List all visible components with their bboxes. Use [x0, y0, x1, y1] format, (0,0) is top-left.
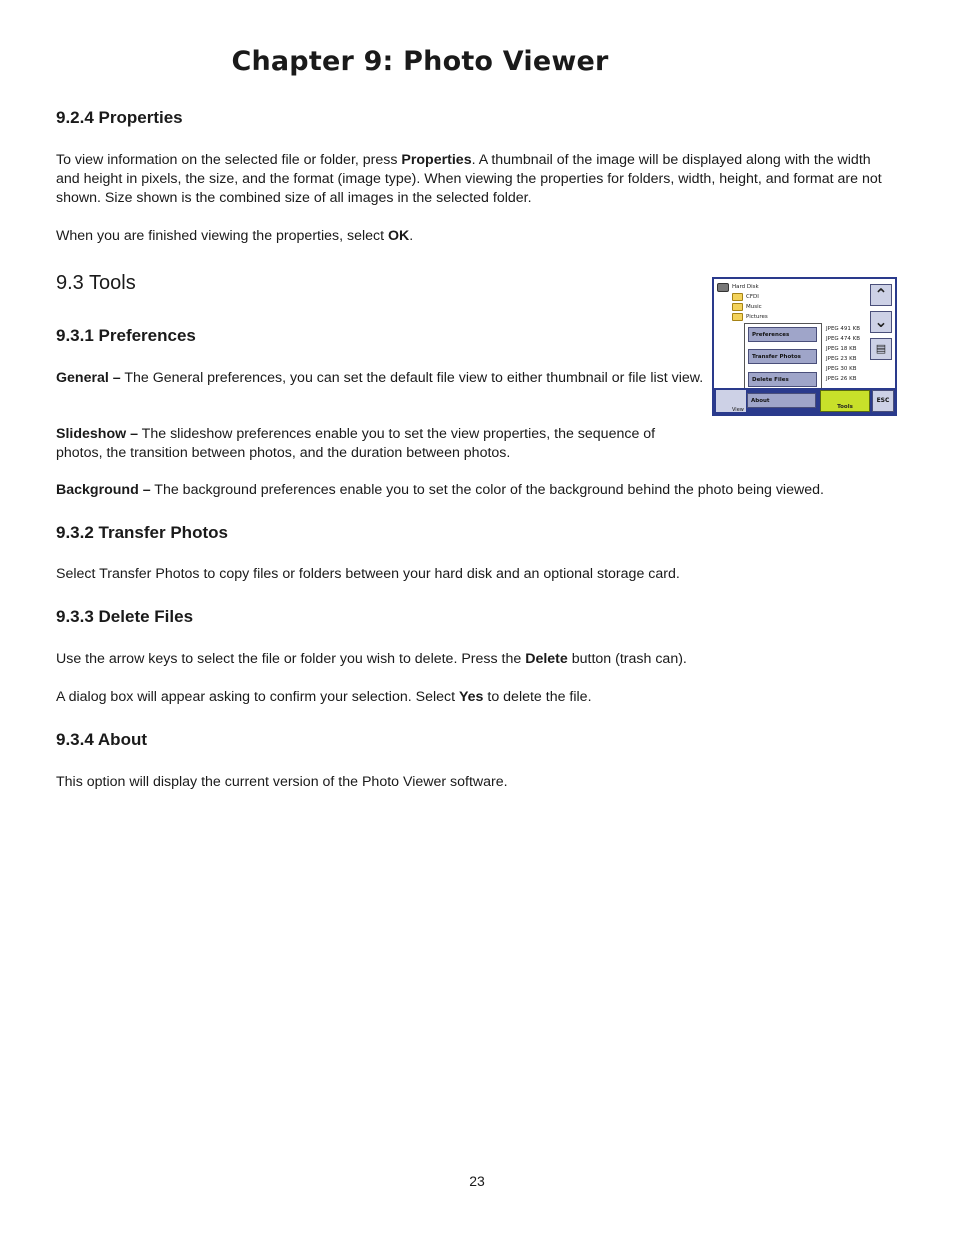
file-size: JPEG 18 KB [826, 346, 857, 352]
menu-item-about[interactable]: About [747, 393, 816, 408]
file-size: JPEG 491 KB [826, 326, 861, 332]
file-size-list [826, 324, 860, 384]
tree-item: Pictures [717, 312, 768, 322]
chevron-down-icon[interactable]: ⌄ [870, 311, 892, 333]
esc-button[interactable]: ESC [872, 390, 894, 412]
chapter-title: Chapter 9: Photo Viewer [231, 46, 609, 77]
tools-button[interactable]: Tools [820, 390, 870, 412]
delete-files-paragraph: Use the arrow keys to select the file or folder you wish to delete. Press the Delete button (trash can). [56, 651, 687, 667]
section-heading-transfer-photos: 9.3.2 Transfer Photos [56, 523, 228, 542]
properties-paragraph: To view information on the selected file or folder, press Properties. A thumbnail of the image will be displayed along with the width and height in pixels, the size, and the format (image type). When viewing the properties for folders, width, height, and format are not shown. Size shown is the combined size of all images in the selected folder. [56, 152, 882, 206]
page-number: 23 [469, 1173, 485, 1189]
folder-icon [732, 313, 743, 321]
folder-icon [732, 303, 743, 311]
chevron-up-icon[interactable]: ⌃ [870, 284, 892, 306]
view-button[interactable]: View [716, 390, 746, 412]
delete-confirm-paragraph: A dialog box will appear asking to confirm your selection. Select Yes to delete the file. [56, 689, 592, 705]
file-size: JPEG 474 KB [826, 336, 861, 342]
tools-popup-menu [744, 323, 822, 394]
menu-item-delete-files[interactable]: Delete Files [748, 372, 817, 387]
menu-item-preferences[interactable]: Preferences [748, 327, 817, 342]
section-heading-tools: 9.3 Tools [56, 272, 136, 294]
transfer-photos-paragraph: Select Transfer Photos to copy files or folders between your hard disk and an optional storage card. [56, 566, 680, 582]
section-heading-properties: 9.2.4 Properties [56, 108, 183, 127]
background-paragraph: Background – The background preferences enable you to set the color of the background behind the photo being viewed. [56, 482, 824, 498]
tree-item: CFDI [717, 292, 768, 302]
file-tree [717, 282, 768, 322]
section-heading-delete-files: 9.3.3 Delete Files [56, 607, 194, 626]
file-size: JPEG 23 KB [826, 356, 857, 362]
tree-item: Music [717, 302, 768, 312]
scroll-controls [868, 281, 895, 389]
menu-item-transfer-photos[interactable]: Transfer Photos [748, 349, 817, 364]
tools-menu-screenshot [712, 277, 897, 416]
file-size: JPEG 26 KB [826, 376, 857, 382]
slideshow-paragraph: Slideshow – The slideshow preferences enable you to set the view properties, the sequence of photos, the transition between photos, and the duration between photos. [56, 426, 656, 461]
file-size: JPEG 30 KB [826, 366, 857, 372]
properties-icon[interactable]: ▤ [870, 338, 892, 360]
tree-item: Hard Disk [717, 282, 768, 292]
section-heading-about: 9.3.4 About [56, 730, 147, 749]
hard-disk-icon [717, 283, 729, 292]
section-heading-preferences: 9.3.1 Preferences [56, 326, 196, 345]
folder-icon [732, 293, 743, 301]
properties-ok-paragraph: When you are finished viewing the properties, select OK. [56, 228, 414, 244]
general-paragraph: General – The General preferences, you can set the default file view to either thumbnail or file list view. [56, 370, 704, 386]
about-paragraph: This option will display the current version of the Photo Viewer software. [56, 774, 508, 790]
